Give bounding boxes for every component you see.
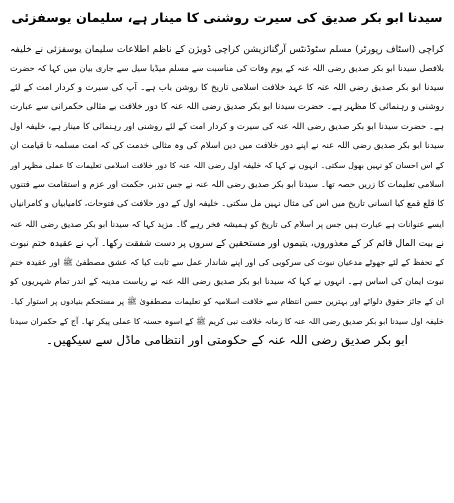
article-line: بلافصل سیدنا ابو بکر صدیق رضی اللہ عنہ کے یوم وفات کی مناسبت سے مسلم میڈیا سیل سے جاری بیان میں کہا کہ حضرت (10, 63, 444, 74)
article-line: ان کے جائز حقوق دلوائے اور بہترین حسن انتظام سے خلافت اسلامیہ کو تعلیمات مصطفویٰ ﷺ پر مستحکم بنیادوں پر استوار کیا۔ (10, 297, 444, 307)
article-line: کے تحفظ کے لئے جھوٹے مدعیان نبوت کی سرکوبی کی اور اپنے شاندار عمل سے ثابت کیا کہ عشق مصطفیٰ ﷺ اور عقیدہ ختم (10, 257, 444, 268)
article-line: نے بیت المال قائم کر کے معذوروں، یتیموں اور مستحقین کے سروں پر دست شفقت رکھا۔ آپ نے عقیدہ ختم نبوت (10, 238, 444, 250)
article-line: روشنی و رہنمائی کا مظہر ہے۔ حضرت سیدنا ابو بکر صدیق رضی اللہ عنہ کا دور خلافت بے مثالی حکمرانی سے عبارت (10, 102, 444, 113)
article-body (10, 40, 444, 351)
article-headline: سیدنا ابو بکر صدیق کی سیرت روشنی کا مینار ہے، سلیمان یوسفزئی (11, 11, 443, 26)
article-line: خلیفہ اول سیدنا ابو بکر صدیق رضی اللہ عنہ کا زمانہ خلافت نبی کریم ﷺ کے اسوہ حسنہ کا عملی پیکر تھا۔ آج کے حکمران سیدنا (10, 316, 444, 326)
article-line: ابو بکر صدیق رضی اللہ عنہ کے حکومتی اور انتظامی ماڈل سے سیکھیں۔ (46, 333, 408, 348)
article-line: ایسے عنوانات ہے عبارت ہیں جس پر اسلام کی تاریخ کو ہمیشہ فخر رہے گا۔ مزید کہا کہ سیدنا ابو بکر صدیق رضی اللہ عنہ (10, 218, 444, 229)
article-line: کراچی (اسٹاف رپورٹر) مسلم سٹوڈنٹس آرگنائزیشن کراچی ڈویژن کے ناظم اطلاعات سلیمان یوسفزئی نے خلیفہ (10, 44, 444, 55)
article-line: اسلامی تعلیمات کا زریں حصہ تھا۔ سیدنا ابو بکر صدیق رضی اللہ عنہ نے جس تدبر، حکمت اور عزم و استقامت سے فتنوں (10, 179, 444, 190)
article-line: سیدنا ابو بکر صدیق رضی اللہ عنہ کا عہد خلافت اسلامی تاریخ کا روشن باب ہے۔ آپ کی سیرت و کردار امت کے لئے (10, 82, 444, 93)
article-line: ہے۔ حضرت سیدنا ابو بکر صدیق رضی اللہ عنہ کی سیرت و کردار امت کے لئے روشنی اور رہنمائی کا مینار ہے، خلیفہ اول (10, 121, 444, 132)
article-line: نبوت ایمان کی اساس ہے۔ انہوں نے کہا کہ سیدنا ابو بکر صدیق رضی اللہ عنہ نے ریاست مدینہ کے اندر تمام شہریوں کو (10, 276, 444, 287)
article-line: کا قلع قمع کیا انسانی تاریخ میں اس کی مثال نہیں مل سکتی۔ خلیفہ اول کے دور خلافت کی فتوحات، کامیابیاں و کامرانیاں (10, 199, 444, 210)
article-line: کے اس احسان کو نہیں بھول سکتی۔ انہوں نے کہا کہ خلیفہ اول رضی اللہ عنہ کا دور خلافت اسلامی تعلیمات کا عملی مظہر اور (10, 161, 444, 171)
article-line: سیدنا ابو بکر صدیق رضی اللہ عنہ نے اپنے دور خلافت میں دین اسلام کی وہ مثالی خدمت کی کہ امت مسلمہ تا قیامت ان (10, 141, 444, 152)
